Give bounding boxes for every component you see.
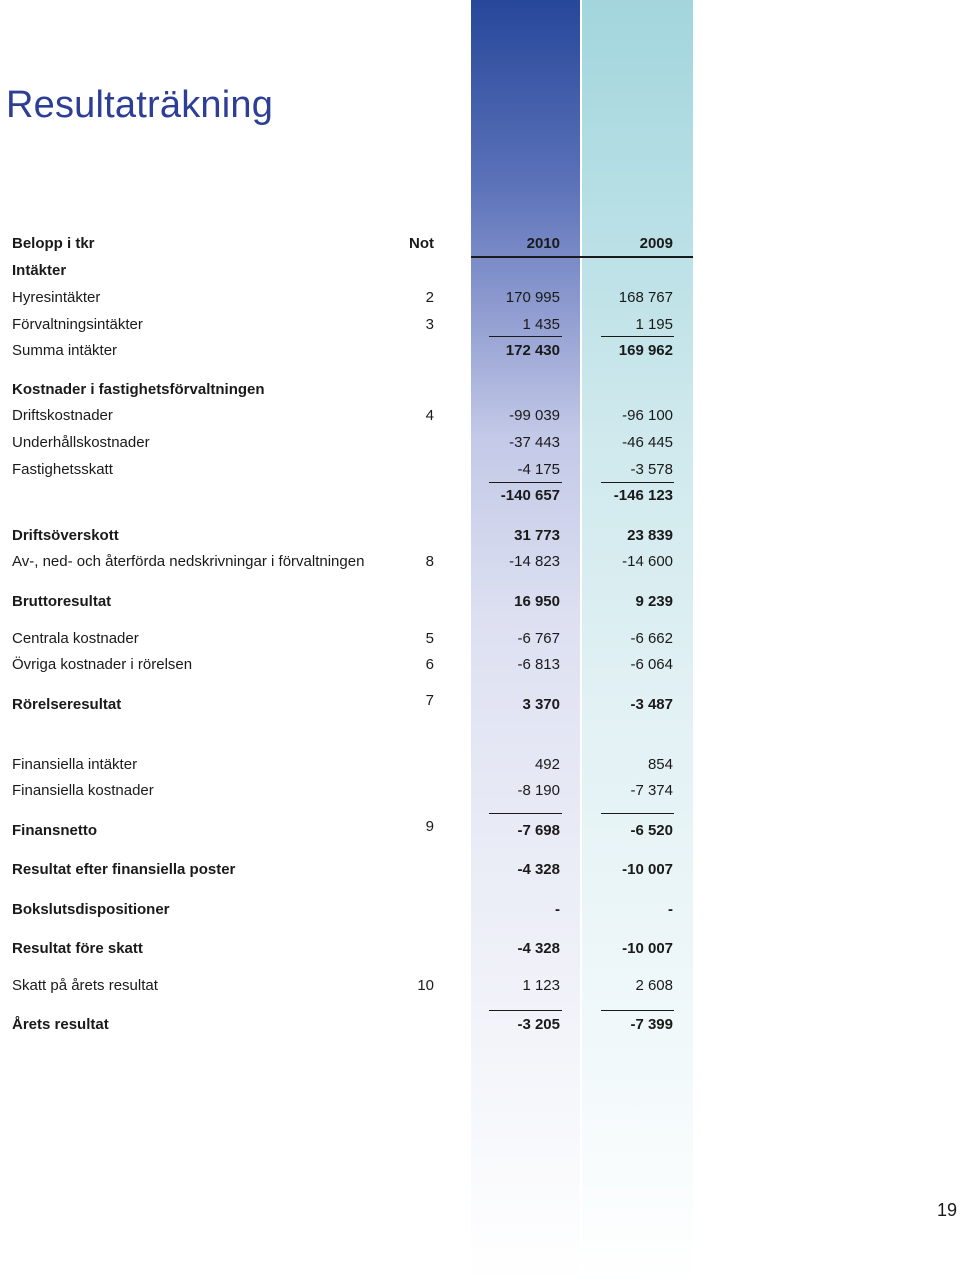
sum-line-2010: [489, 336, 562, 337]
sum-line-2009: [601, 336, 674, 337]
table-row-summa-kostnader: -140 657 -146 123: [500, 487, 673, 504]
section-heading-intakter: Intäkter: [12, 262, 67, 279]
sum-line-2010: [489, 813, 562, 814]
header-year-2010: 2010: [526, 235, 560, 252]
page-number: 19: [936, 1200, 957, 1220]
table-row-fastighetsskatt: Fastighetsskatt -4 175 -3 578: [12, 461, 673, 478]
table-row-summa-intakter: Summa intäkter 172 430 169 962: [12, 342, 673, 359]
table-row-skatt: Skatt på årets resultat 10 1 123 2 608: [12, 977, 673, 994]
table-row-underhallskostnader: Underhållskostnader -37 443 -46 445: [12, 434, 673, 451]
table-row-resultat-fore-skatt: Resultat före skatt -4 328 -10 007: [12, 940, 673, 957]
table-row-hyresintakter: Hyresintäkter 2 170 995 168 767: [12, 289, 673, 306]
table-row-forvaltningsintakter: Förvaltningsintäkter 3 1 435 1 195: [12, 316, 673, 333]
sum-line-2010: [489, 1010, 562, 1011]
table-row-bokslutsdispositioner: Bokslutsdispositioner - -: [12, 901, 673, 918]
table-row-resultat-efter-finansiella-poster: Resultat efter finansiella poster -4 328 -10 007: [12, 861, 673, 878]
table-row-rorelseresultat: Rörelseresultat 7 3 370 -3 487: [12, 692, 673, 713]
table-row-avskrivningar: Av-, ned- och återförda nedskrivningar i förvaltningen 8 -14 823 -14 600: [12, 553, 673, 570]
header-label: Belopp i tkr: [12, 235, 95, 252]
table-row-finansiella-intakter: Finansiella intäkter 492 854: [12, 756, 673, 773]
table-row-finansiella-kostnader: Finansiella kostnader -8 190 -7 374: [12, 782, 673, 799]
sum-line-2009: [601, 1010, 674, 1011]
table-row-bruttoresultat: Bruttoresultat 16 950 9 239: [12, 593, 673, 610]
table-row-finansnetto: Finansnetto 9 -7 698 -6 520: [12, 818, 673, 839]
table-header: [0, 231, 700, 257]
header-year-2009: 2009: [639, 235, 673, 252]
table-row-ovriga-kostnader: Övriga kostnader i rörelsen 6 -6 813 -6 064: [12, 656, 673, 673]
table-row-centrala-kostnader: Centrala kostnader 5 -6 767 -6 662: [12, 630, 673, 647]
page-title: Resultaträkning: [6, 84, 274, 126]
table-row-arets-resultat: Årets resultat -3 205 -7 399: [12, 1016, 673, 1033]
header-note: Not: [409, 235, 434, 252]
table-row-driftsoverskott: Driftsöverskott 31 773 23 839: [12, 527, 673, 544]
sum-line-2009: [601, 813, 674, 814]
section-heading-kostnader: Kostnader i fastighetsförvaltningen: [12, 381, 265, 398]
table-row-driftskostnader: Driftskostnader 4 -99 039 -96 100: [12, 407, 673, 424]
